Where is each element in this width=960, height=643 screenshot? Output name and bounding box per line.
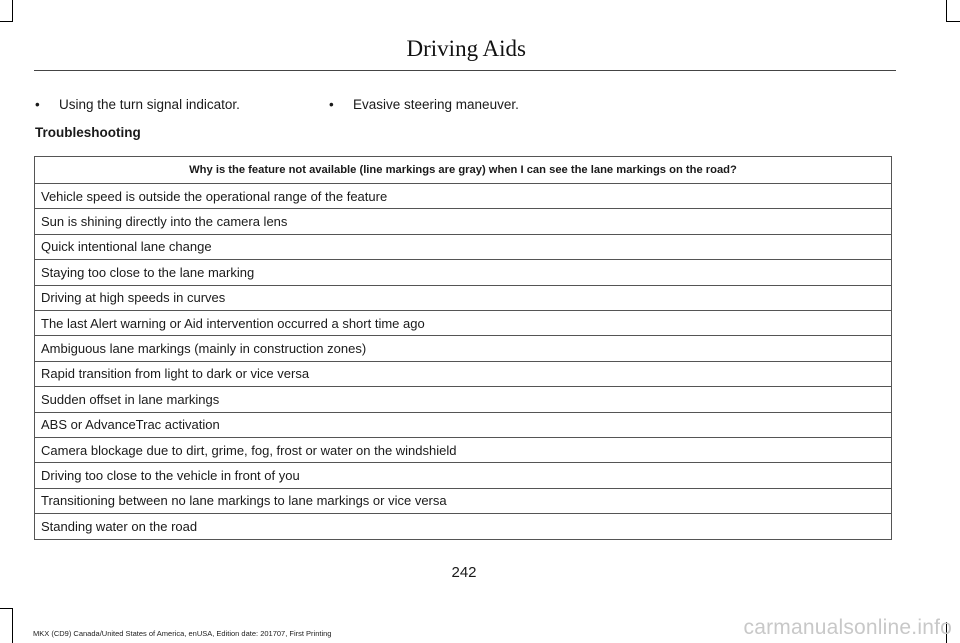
table-row: Sun is shining directly into the camera lens <box>35 209 891 234</box>
table-row: Standing water on the road <box>41 519 198 535</box>
crop-mark-top-left-v <box>12 0 13 22</box>
table-header: Why is the feature not available (line markings are gray) when I can see the lane markings on the road? <box>35 157 891 184</box>
bullet-item-turn-signal <box>35 97 240 112</box>
troubleshooting-table <box>34 156 892 540</box>
edition-footer: MKX (CD9) Canada/United States of America, enUSA, Edition date: 201707, First Printing <box>33 629 332 638</box>
table-row: ABS or AdvanceTrac activation <box>35 413 891 438</box>
bullet-item-evasive-steering <box>329 97 519 112</box>
crop-mark-bottom-left-v <box>12 608 13 643</box>
crop-mark-top-right-h <box>946 21 960 22</box>
crop-mark-top-right-v <box>946 0 947 22</box>
bullet-text: Evasive steering maneuver. <box>353 97 519 112</box>
header-divider <box>34 70 896 71</box>
bullet-text: Using the turn signal indicator. <box>59 97 240 112</box>
page-number: 242 <box>451 564 477 581</box>
section-heading: Troubleshooting <box>35 125 141 140</box>
table-row: Rapid transition from light to dark or vice versa <box>35 362 891 387</box>
crop-mark-top-left-h <box>0 21 13 22</box>
crop-mark-bottom-left-h <box>0 608 13 609</box>
watermark: carmanualsonline.info <box>743 616 952 639</box>
table-row: Sudden offset in lane markings <box>35 387 891 412</box>
table-row: Driving at high speeds in curves <box>35 286 891 311</box>
table-row: Vehicle speed is outside the operational range of the feature <box>35 184 891 209</box>
page-title: Driving Aids <box>406 36 526 61</box>
table-row: Ambiguous lane markings (mainly in construction zones) <box>35 336 891 361</box>
bullet-glyph: • <box>329 97 334 112</box>
table-row: Staying too close to the lane marking <box>35 260 891 285</box>
table-row: Quick intentional lane change <box>35 235 891 260</box>
table-row: The last Alert warning or Aid intervention occurred a short time ago <box>35 311 891 336</box>
table-row: Camera blockage due to dirt, grime, fog, frost or water on the windshield <box>35 438 891 463</box>
table-row: Transitioning between no lane markings to lane markings or vice versa <box>35 489 891 514</box>
table-row: Driving too close to the vehicle in front of you <box>35 463 891 488</box>
bullet-glyph: • <box>35 97 40 112</box>
